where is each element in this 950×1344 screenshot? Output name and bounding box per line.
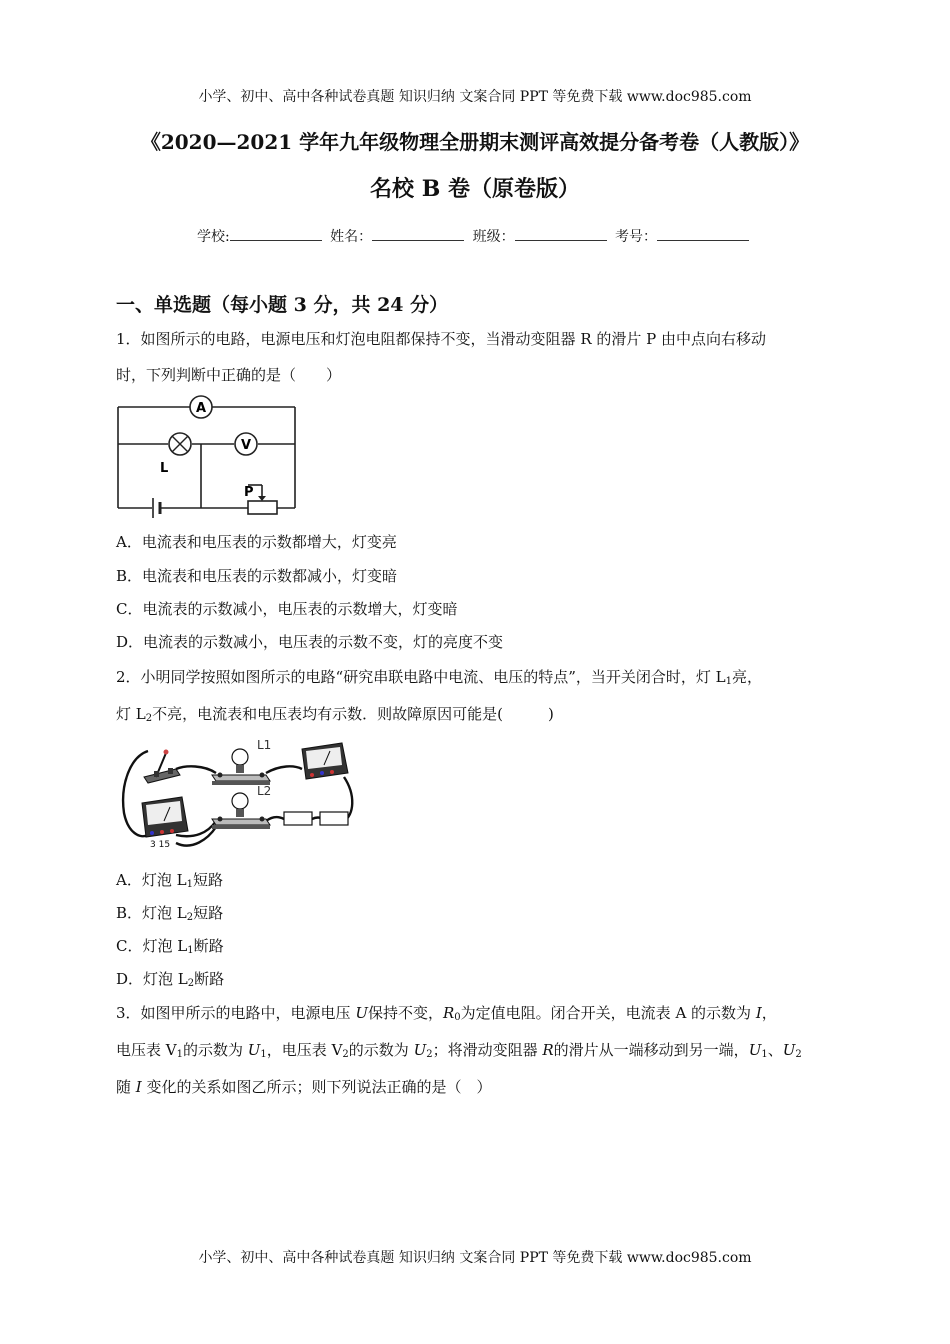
- q1-circuit-diagram: [112, 392, 302, 518]
- q3-stem-line2: 电压表 $V_1$的示数为 $U_1$，电压表 $V_2$的示数为 $U_2$；将滑动变阻器 R的滑片从一端移动到另一端，$U_1$、$U_2$: [116, 1041, 802, 1060]
- section-heading: 一、单选题（每小题 3 分，共 24 分）: [116, 294, 449, 316]
- q2-stem-line2: 灯 $L_2$不亮，电流表和电压表均有示数．则故障原因可能是( ): [116, 705, 554, 724]
- slider-label: P: [244, 485, 254, 500]
- q2-option-d[interactable]: D．灯泡 $L_2$断路: [116, 970, 225, 989]
- voltmeter-device: [142, 797, 188, 837]
- terminal-labels: 3 15: [150, 840, 171, 850]
- number-label: 考号：: [615, 229, 658, 245]
- student-info-row: [0, 226, 950, 246]
- school-label: 学校:: [196, 229, 230, 245]
- page-footer: 小学、初中、高中各种试卷真题 知识归纳 文案合同 PPT 等免费下载 www.doc985.com: [198, 1250, 752, 1266]
- bulb-l2: [212, 793, 270, 829]
- class-label: 班级：: [472, 229, 515, 245]
- page-subtitle: 名校 B 卷（原卷版）: [370, 176, 580, 202]
- school-blank[interactable]: [230, 227, 322, 241]
- q2-option-c[interactable]: C．灯泡 $L_1$断路: [116, 937, 224, 956]
- q1-option-a[interactable]: A．电流表和电压表的示数都增大，灯变亮: [116, 533, 397, 551]
- bulb-l1: [212, 749, 270, 785]
- battery-cell-1: [284, 812, 312, 825]
- lamp-label: L: [160, 461, 169, 476]
- rheostat-symbol: [248, 501, 277, 514]
- l2-label: L2: [257, 784, 272, 798]
- knife-switch: [144, 750, 180, 784]
- page-header: 小学、初中、高中各种试卷真题 知识归纳 文案合同 PPT 等免费下载 www.doc985.com: [198, 89, 752, 105]
- q1-option-c[interactable]: C．电流表的示数减小，电压表的示数增大，灯变暗: [116, 600, 458, 618]
- q2-circuit-photo: [116, 735, 356, 861]
- ammeter-device: [302, 743, 348, 779]
- q3-stem-line1: 3．如图甲所示的电路中，电源电压 U保持不变，$R_0$为定值电阻。闭合开关，电流表 A 的示数为 I，: [116, 1004, 777, 1023]
- number-blank[interactable]: [657, 227, 749, 241]
- q3-stem-line3: 随 I 变化的关系如图乙所示；则下列说法正确的是（ ）: [116, 1078, 492, 1096]
- q2-stem-line1: 2．小明同学按照如图所示的电路“研究串联电路中电流、电压的特点”，当开关闭合时，灯 $L_1$亮，: [116, 668, 763, 687]
- voltmeter-label: V: [240, 438, 252, 453]
- q1-option-d[interactable]: D．电流表的示数减小，电压表的示数不变，灯的亮度不变: [116, 633, 504, 651]
- q1-option-b[interactable]: B．电流表和电压表的示数都减小，灯变暗: [116, 567, 398, 585]
- ammeter-label: A: [195, 401, 207, 416]
- class-blank[interactable]: [515, 227, 607, 241]
- q1-stem-line2: 时，下列判断中正确的是（ ）: [116, 366, 342, 384]
- name-blank[interactable]: [372, 227, 464, 241]
- name-label: 姓名：: [330, 229, 373, 245]
- q2-option-a[interactable]: A．灯泡 $L_1$短路: [116, 871, 223, 890]
- q1-stem-line1: 1．如图所示的电路，电源电压和灯泡电阻都保持不变，当滑动变阻器 R 的滑片 P 由中点向右移动: [116, 330, 767, 348]
- l1-label: L1: [257, 738, 272, 752]
- battery-cell-2: [320, 812, 348, 825]
- q2-option-b[interactable]: B．灯泡 $L_2$短路: [116, 904, 224, 923]
- page-title: 《2020—2021 学年九年级物理全册期末测评高效提分备考卷（人教版）》: [140, 130, 810, 154]
